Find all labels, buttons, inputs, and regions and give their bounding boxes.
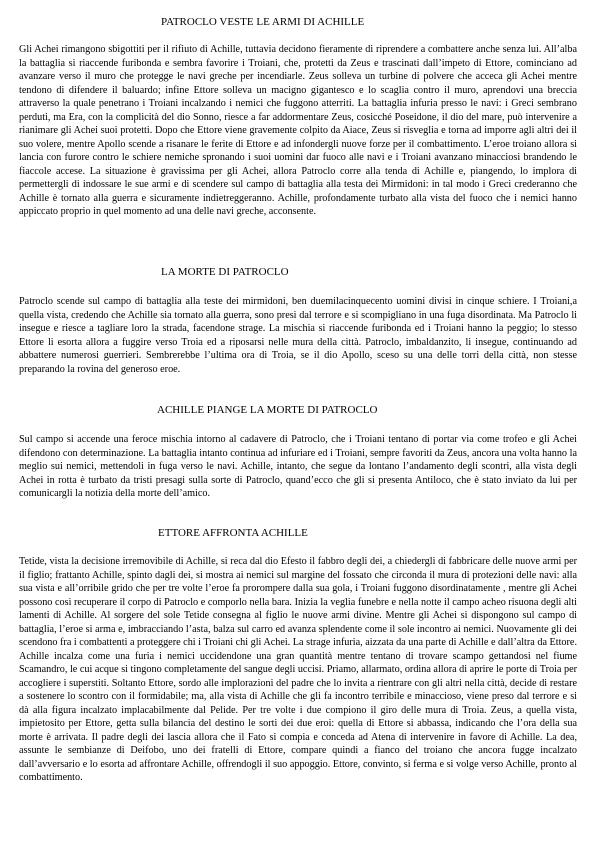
section-heading-achille-piange: ACHILLE PIANGE LA MORTE DI PATROCLO: [157, 404, 378, 416]
section-heading-morte-patroclo: LA MORTE DI PATROCLO: [161, 266, 289, 278]
section-body-morte-patroclo: Patroclo scende sul campo di battaglia alla teste dei mirmidoni, ben duemilacinquecento uomini divisi in cinque schiere. I Troiani,a quella vista, credendo che Achille sia tornato alla guerra, sono presi dal terrore e si scompigliano in una fuga disordinata. Ma Patroclo li insegue e riesce a tagliare loro la strada, facendone strage. La mischia si riaccende furibonda ed i Troiani hanno la peggio; lo stesso Ettore li esorta allora a fuggire verso Troia ed a riposarsi nelle mura della città. Patroclo, imbaldanzito, li insegue, continuando ad abbattere numerosi guerrieri. Sembrerebbe l’ultima ora di Troia, se il dio Apollo, sceso su una delle torri della città, non stesse preparando la rovina del generoso eroe.: [19, 296, 577, 375]
section-body-patroclo-veste: Gli Achei rimangono sbigottiti per il rifiuto di Achille, tuttavia decidono fieramente di riprendere a combattere anche senza lui. All’alba la battaglia si riaccende furibonda e sembra favorire i Troiani, che, protetti da Zeus e trascinati dall’impeto di Ettore, cominciano ad avanzare verso il muro che protegge le navi greche per incendiarle. Zeus solleva un turbine di polvere che acceca gli Achei mentre tendono di difendere il baluardo; infine Ettore solleva un macigno gigantesco e lo scaglia contro il muro, aprendovi una breccia attraverso la quale penetrano i Troiani incalzando i nemici che fuggono atterriti. La battaglia infuria presso le navi: i Greci sembrano perduti, ma Era, con la complicità del dio Sonno, riesce a far addormentare Zeus, cosicché Poseidone, il dio del mare, può intervenire a rianimare gli Achei suoi protetti. Dopo che Ettore viene gravemente colpito da Aiace, Zeus si risveglia e torna ad imporre agli altri dei il suo volere, mentre Apollo scende a risanare le ferite di Ettore e ad infondergli nuove forze per il combattimento. L’eroe troiano allora si lancia con furore contro le schiere nemiche spronando i suoi uomini dar fuoco alle navi e i Troiani avanzano minacciosi brandendo le fiaccole accese. La situazione è gravissima per gli Achei, allora Patroclo corre alla tenda di Achille e, piangendo, lo implora di permettergli di indossare le sue armi e di scendere sul campo di battaglia alla testa dei Mirmidoni: in tal modo i Greci crederanno che Achille è tornato alla guerra e sicuramente indietreggeranno. Achille, profondamente turbato alla vista del fuoco che i nemici hanno appiccato proprio in quel momento ad una delle navi greche, acconsente.: [19, 44, 577, 217]
section-heading-ettore-affronta: ETTORE AFFRONTA ACHILLE: [158, 527, 308, 539]
section-body-ettore-affronta: Tetide, vista la decisione irremovibile di Achille, si reca dal dio Efesto il fabbro degli dei, a chiedergli di fabbricare delle nuove armi per il figlio; frattanto Achille, spinto dagli dei, si mostra ai nemici sul margine del fossato che circonda il mura di protezioni delle navi: alla sua vista e all’orribile grido che per tre volte l’eroe fa prorompere dalla sua gola, i Troiani fuggono disordinatamente , mentre gli Achei possono così recuperare il corpo di Patroclo e comporlo nella bara. Inizia la veglia funebre e nella notte il campo acheo risuona degli alti lamenti di Achille. Al sorgere del sole Tetide consegna al figlio le nuove armi divine. Mentre gli Achei si dispongono sul campo di battaglia, l’eroe si arma e, imbracciando l’asta, balza sul carro ed avanza splendente come il sole incontro ai nemici. Nuovamente gli dei scendono fra i combattenti a proteggere chi i Troiani chi gli Achei. La strage infuria, aizzata da una parte di Achille e dall’altra da Ettore. Achille incalza come una furia i nemici uccidendone una gran quantità mentre tentano di trovare scampo gettandosi nel fiume Scamandro, le cui acque si tingono completamente del sangue degli uccisi. Priamo, allarmato, ordina allora di aprire le porte di Troia per accogliere i superstiti. Soltanto Ettore, sordo alle implorazioni del padre che lo invita a rientrare con gli altri nella città, decide di restare a sostenere lo scontro con il formidabile; ma, alla vista di Achille che gli fa incontro terribile e minaccioso, viene preso dal terrore e si dà alla figura incalzato implacabilmente dal Pelide. Per tre volte i due compiono il giro delle mura di Troia. Zeus, a quella vista, impietosito per Ettore, getta sulla bilancia del destino le sorti dei due eroi: quella di Ettore si abbassa, indicando che l’ora della sua morte è arrivata. Il padre degli dei lascia allora che il Fato si compia e conceda ad Atena di intervenire in favore di Achille. La dea, assunte le sembianze di Deifobo, uno dei fratelli di Ettore, compare quindi a fianco del troiano che ancora fugge incalzato dall’avversario e lo esorta ad affrontare Achille, offrendogli il suo appoggio. Ettore, convinto, si ferma e si volge verso Achille, pronto al combattimento.: [19, 556, 577, 783]
section-body-achille-piange: Sul campo si accende una feroce mischia intorno al cadavere di Patroclo, che i Troiani tentano di portar via come trofeo e gli Achei difendono con determinazione. La battaglia intanto continua ad infuriare ed i Troiani, sempre favoriti da Zeus, ancora una volta hanno la meglio sui nemici, mettendoli in fuga verso le navi. Achille, intanto, che segue da lontano l’andamento degli scontri, alla vista degli Achei in rotta è turbato da tristi presagi sulla sorte di Patroclo, quand’ecco che gli si presenta Antiloco, che è stato inviato da lui per comunicargli la notizia della morte dell’amico.: [19, 434, 577, 499]
section-heading-patroclo-veste: PATROCLO VESTE LE ARMI DI ACHILLE: [161, 16, 365, 28]
